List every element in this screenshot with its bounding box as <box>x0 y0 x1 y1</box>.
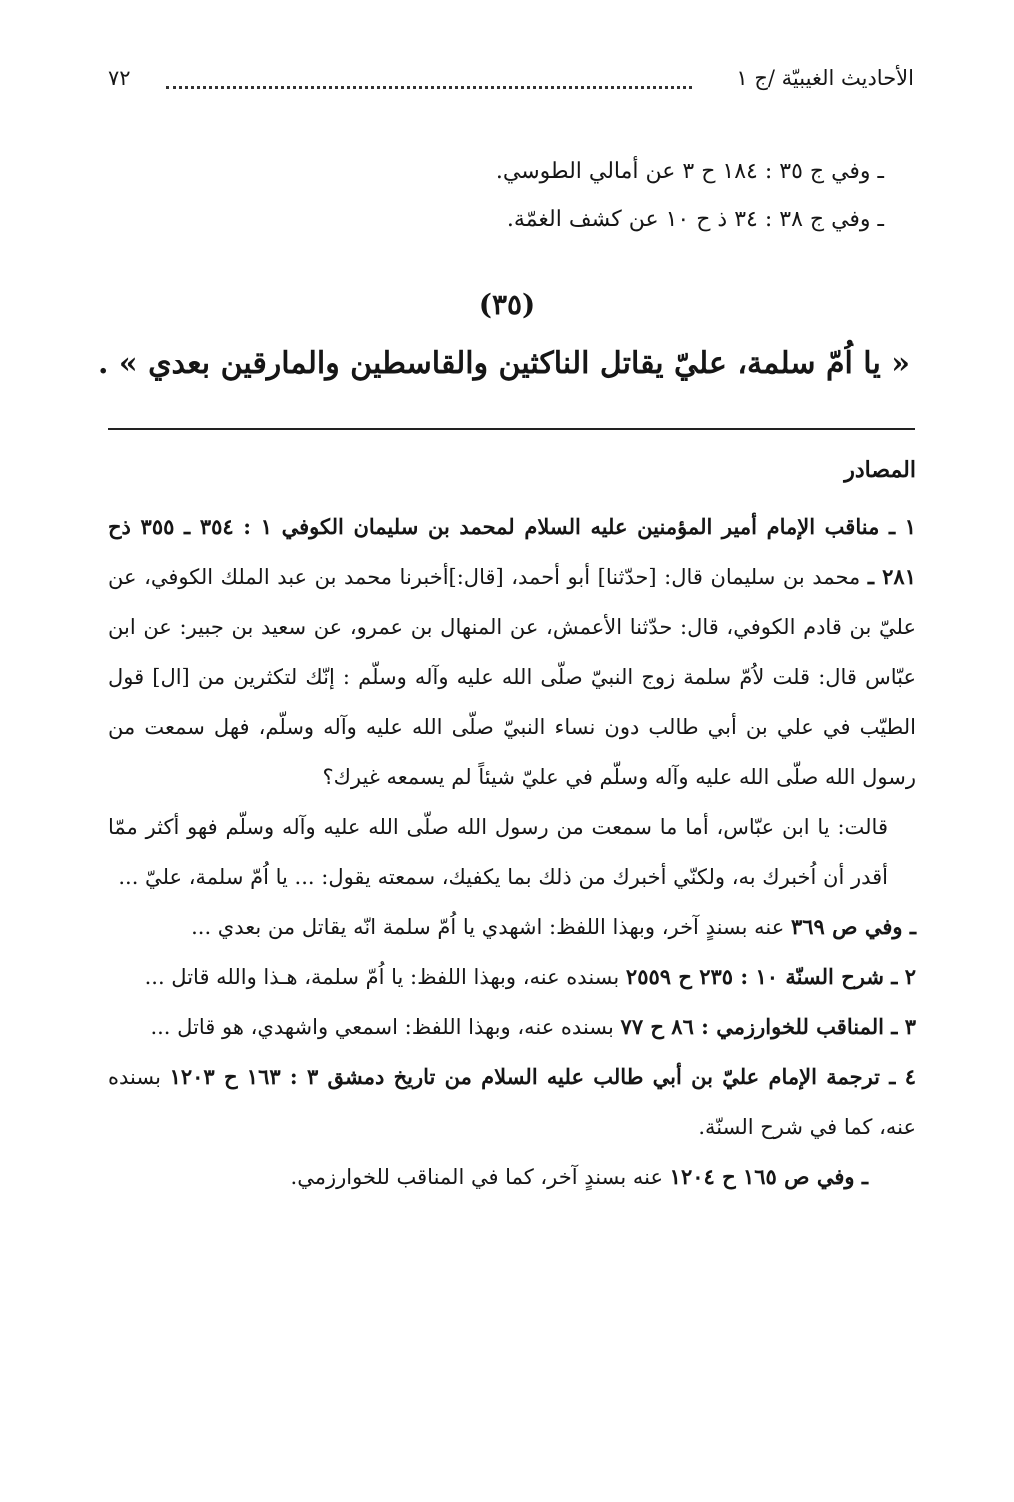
source-text: عنه بسندٍ آخر، كما في المناقب للخوارزمي. <box>290 1165 670 1189</box>
separator-rule <box>108 428 915 430</box>
page-number: ٧٢ <box>108 66 131 90</box>
leader-dots <box>166 66 692 89</box>
source-text: عنه بسندٍ آخر، وبهذا اللفظ: اشهدي يا اُمّ سلمة انّه يقاتل من بعدي ... <box>191 915 791 939</box>
source-entry <box>108 952 916 1002</box>
source-entry <box>108 502 916 802</box>
source-text: بسنده عنه، وبهذا اللفظ: يا اُمّ سلمة، هـذا والله قاتل ... <box>144 965 626 989</box>
sources-heading: المصادر <box>844 457 916 483</box>
intro-references <box>496 148 884 244</box>
source-subentry <box>108 1152 916 1202</box>
source-citation: ـ وفي ص ٣٦٩ <box>790 914 916 939</box>
running-title: الأحاديث الغيبيّة /ج ١ <box>736 66 914 90</box>
source-text: بسنده عنه، كما في شرح السنّة. <box>108 1065 916 1139</box>
source-citation: ١ ـ مناقب الإمام أمير المؤمنين عليه السلام لمحمد بن سليمان الكوفي ١ : ٣٥٤ ـ ٣٥٥ ذح ٢٨١ ـ <box>108 514 917 589</box>
source-subentry <box>108 902 916 952</box>
intro-line: ـ وفي ج ٣٥ : ١٨٤ ح ٣ عن أمالي الطوسي. <box>495 159 884 184</box>
source-citation: ٤ ـ ترجمة الإمام عليّ بن أبي طالب عليه السلام من تاريخ دمشق ٣ : ١٦٣ ح ١٢٠٣ <box>169 1064 916 1089</box>
source-citation: ٢ ـ شرح السنّة ١٠ : ٢٣٥ ح ٢٥٥٩ <box>625 964 916 989</box>
hadith-number: (٣٥) <box>478 288 536 321</box>
running-header <box>108 58 914 98</box>
source-continuation: قالت: يا ابن عبّاس، أما ما سمعت من رسول الله صلّى الله عليه وآله وسلّم فهو أكثر ممّا أقدر أن اُخبرك به، ولكنّي أخبرك من ذلك بما يكفيك، سمعته يقول: ... يا اُمّ سلمة، عليّ ... <box>108 815 888 889</box>
intro-line: ـ وفي ج ٣٨ : ٣٤ ذ ح ١٠ عن كشف الغمّة. <box>506 207 884 232</box>
source-text: محمد بن سليمان قال: [حدّثنا] أبو أحمد، [قال:]أخبرنا محمد بن عبد الملك الكوفي، عن عليّ بن قادم الكوفي، قال: حدّثنا الأعمش، عن المنهال بن عمرو، عن سعيد بن جبير: عن ابن عبّاس قال: قلت لاُمّ سلمة زوج النبيّ صلّى الله عليه وآله وسلّم : إنّك لتكثرين من [ال] قول الطيّب في علي بن أبي طالب دون نساء النبيّ صلّى الله عليه وآله وسلّم، فهل سمعت من رسول الله صلّى الله عليه وآله وسلّم في عليّ شيئاً لم يسمعه غيرك؟ <box>108 565 916 789</box>
source-text: بسنده عنه، وبهذا اللفظ: اسمعي واشهدي، هو قاتل ... <box>150 1015 621 1039</box>
source-citation: ـ وفي ص ١٦٥ ح ١٢٠٤ <box>669 1164 868 1189</box>
source-citation: ٣ ـ المناقب للخوارزمي : ٨٦ ح ٧٧ <box>620 1014 916 1039</box>
hadith-text: « يا اُمّ سلمة، عليّ يقاتل الناكثين والقاسطين والمارقين بعدي » . <box>97 346 910 381</box>
source-entry <box>108 1002 916 1052</box>
sources-list <box>108 502 916 1202</box>
source-entry <box>108 1052 916 1152</box>
